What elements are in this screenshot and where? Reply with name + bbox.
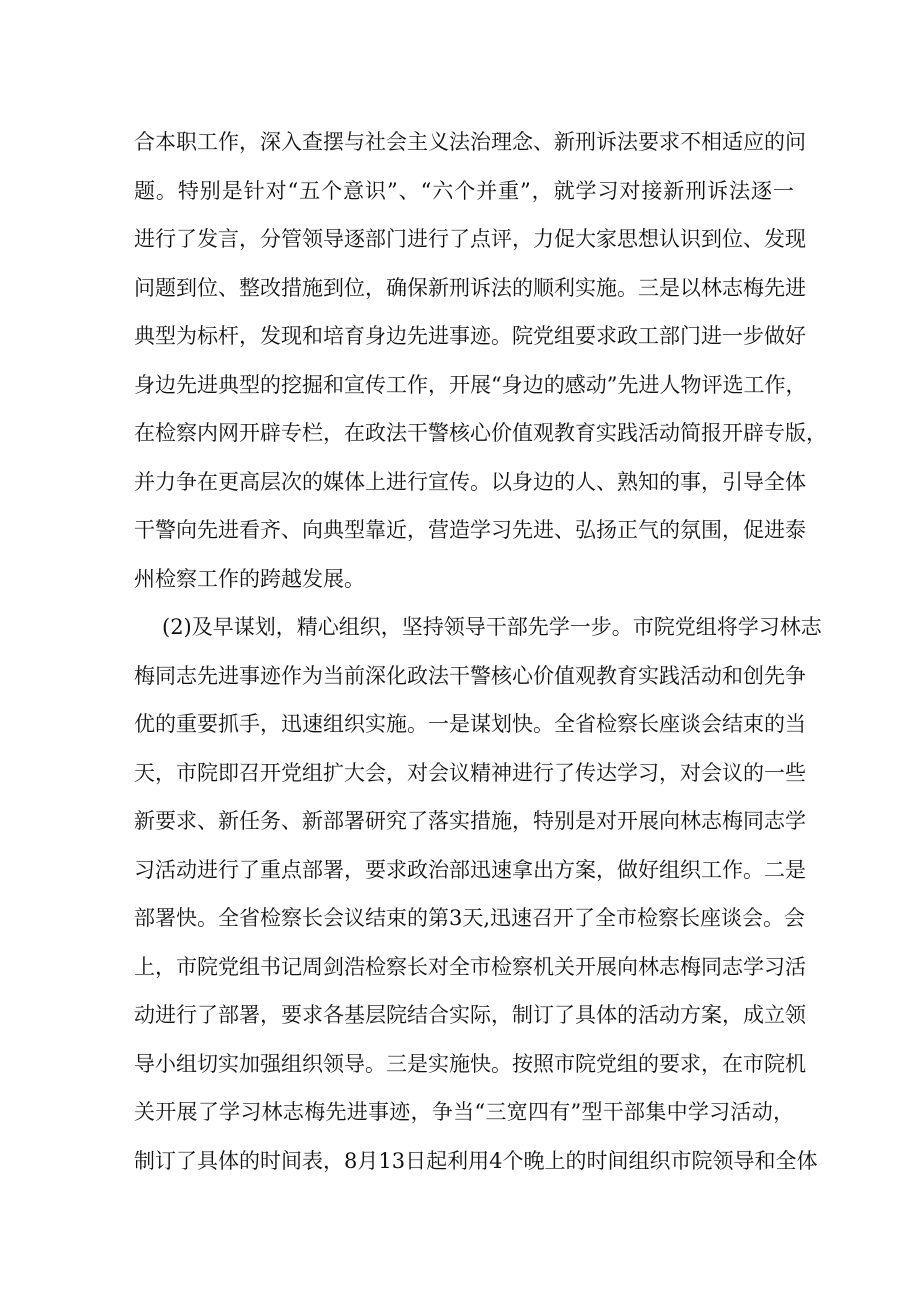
text-line: 问题到位、整改措施到位，确保新刑诉法的顺利实施。三是以林志梅先进 [134,275,806,300]
text-line: 合本职工作，深入查摆与社会主义法治理念、新刑诉法要求不相适应的问 [134,130,806,154]
text-line: 身边先进典型的挖掘和宣传工作，开展“身边的感动”先进人物评选工作， [134,372,807,397]
paragraph-1 [134,118,827,603]
paragraph-2 [134,603,822,1185]
text-line: 并力争在更高层次的媒体上进行宣传。以身边的人、熟知的事，引导全体 [134,469,806,494]
text-line: 干警向先进看齐、向典型靠近，营造学习先进、弘扬正气的氛围，促进泰 [134,518,806,542]
text-line: 天，市院即召开党组扩大会，对会议精神进行了传达学习，对会议的一些 [134,760,806,785]
text-line: 题。特别是针对“五个意识”、“六个并重”，就学习对接新刑诉法逐一 [134,178,794,203]
text-line: 典型为标杆，发现和培育身边先进事迹。院党组要求政工部门进一步做好 [134,324,806,348]
text-line: 上，市院党组书记周剑浩检察长对全市检察机关开展向林志梅同志学习活 [134,954,806,979]
text-line: 进行了发言，分管领导逐部门进行了点评，力促大家思想认识到位、发现 [134,227,806,251]
text-line: 动进行了部署，要求各基层院结合实际，制订了具体的活动方案，成立领 [134,1003,806,1027]
text-line: 在检察内网开辟专栏，在政法干警核心价值观教育实践活动简报开辟专版， [134,421,827,445]
text-line: 部署快。全省检察长会议结束的第3天,迅速召开了全市检察长座谈会。会 [134,906,806,930]
text-line: 导小组切实加强组织领导。三是实施快。按照市院党组的要求，在市院机 [134,1051,806,1076]
text-line: 新要求、新任务、新部署研究了落实措施，特别是对开展向林志梅同志学 [134,809,806,833]
text-line: 州检察工作的跨越发展。 [134,566,365,591]
text-line: (2)及早谋划，精心组织，坚持领导干部先学一步。市院党组将学习林志 [162,615,822,639]
document-body [134,118,827,1185]
text-line: 习活动进行了重点部署，要求政治部迅速拿出方案，做好组织工作。二是 [134,857,806,882]
text-line: 制订了具体的时间表，8月13日起利用4个晚上的时间组织市院领导和全体 [134,1148,818,1173]
text-line: 关开展了学习林志梅先进事迹，争当“三宽四有”型干部集中学习活动， [134,1100,794,1124]
text-line: 梅同志先进事迹作为当前深化政法干警核心价值观教育实践活动和创先争 [134,663,806,688]
text-line: 优的重要抓手，迅速组织实施。一是谋划快。全省检察长座谈会结束的当 [134,712,806,736]
